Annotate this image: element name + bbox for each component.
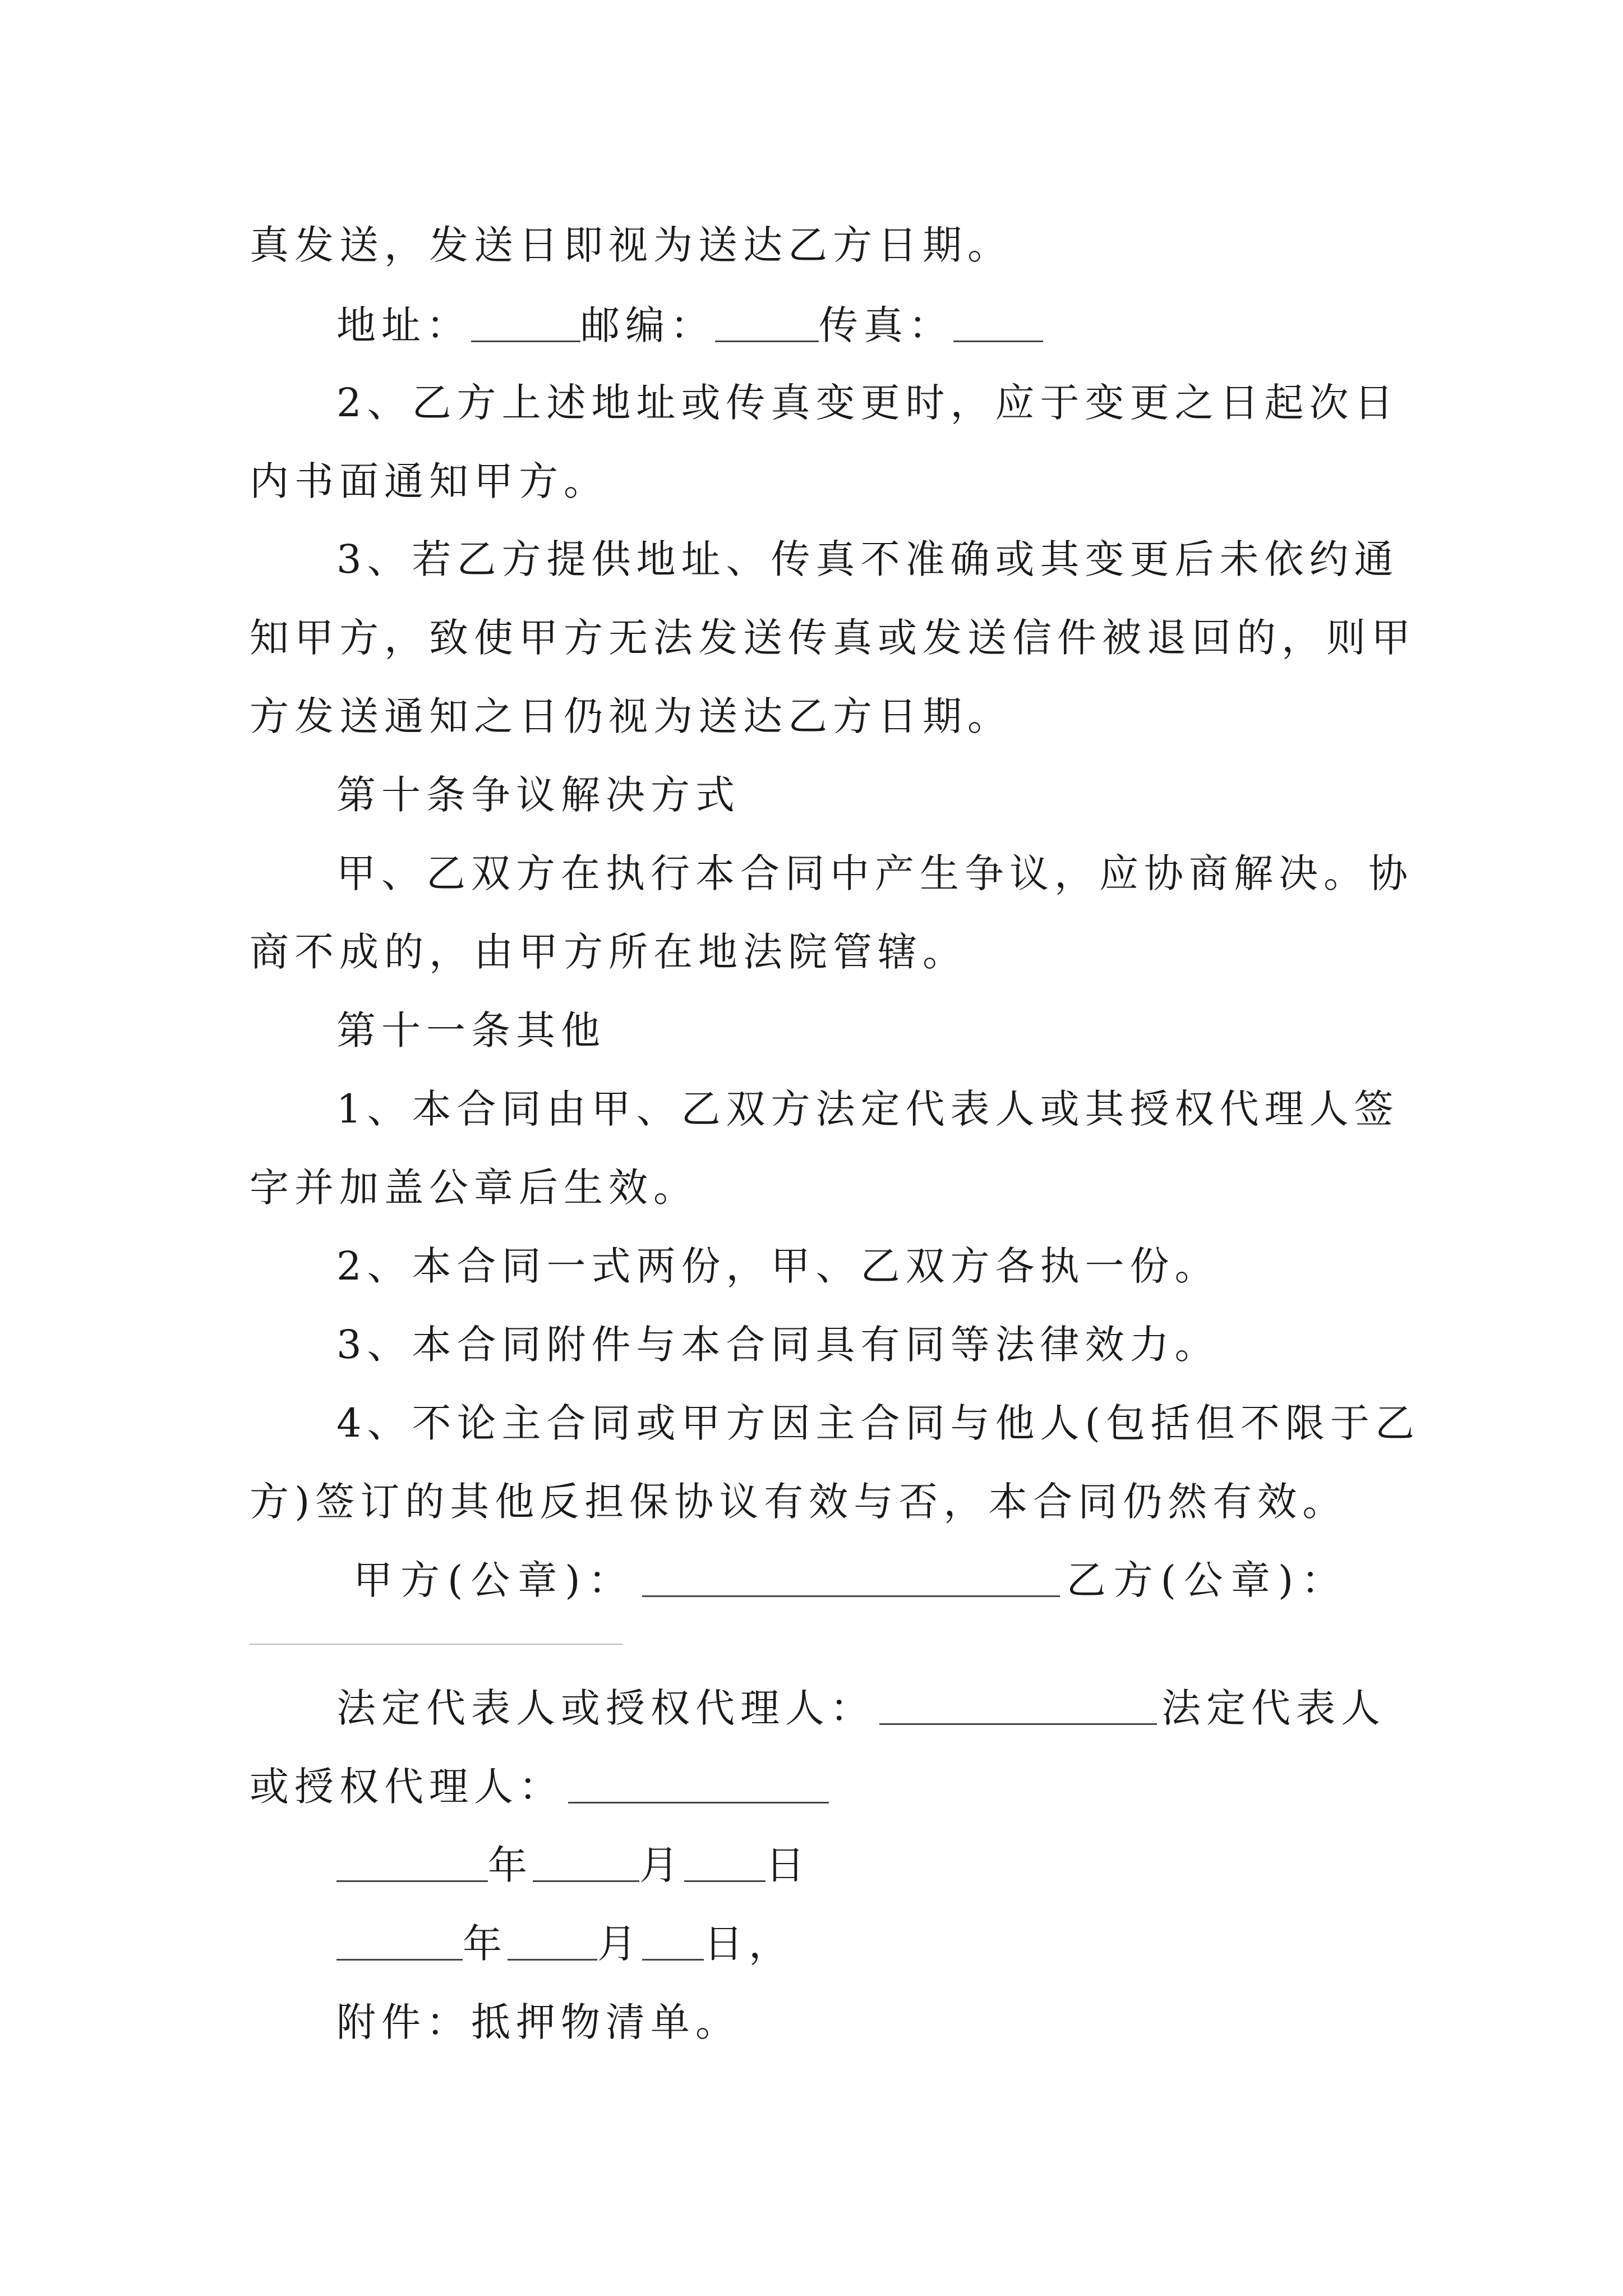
- representative-b-label-cont: 或授权代理人：: [250, 1764, 564, 1810]
- line-text: 4、不论主合同或甲方因主合同与他人(包括但不限于乙: [336, 1400, 1420, 1446]
- representative-a-blank: [879, 1723, 1157, 1725]
- representative-line: [336, 1685, 1386, 1731]
- party-seal-line: [353, 1557, 1349, 1603]
- fax-blank: [953, 341, 1043, 342]
- representative-a-label: 法定代表人或授权代理人：: [336, 1685, 875, 1731]
- month-blank-a: [533, 1880, 639, 1882]
- text-line: [336, 1086, 1399, 1132]
- text-line: [336, 850, 1413, 896]
- postcode-label: 邮编：: [580, 302, 715, 348]
- year-blank-b: [336, 1959, 463, 1961]
- text-line: [336, 536, 1399, 582]
- attachment-text: 附件：抵押物清单。: [336, 1999, 740, 2045]
- section-heading: [336, 1007, 606, 1053]
- year-label-a: 年: [488, 1842, 533, 1888]
- text-line: [250, 222, 1012, 268]
- text-line: [250, 929, 967, 975]
- postcode-blank: [715, 341, 819, 342]
- address-blank: [471, 341, 580, 342]
- party-a-seal-label: 甲方(公章)：: [353, 1557, 635, 1603]
- line-text: 真发送，发送日即视为送达乙方日期。: [250, 222, 1012, 268]
- line-text: 方)签订的其他反担保协议有效与否，本合同仍然有效。: [250, 1479, 1348, 1525]
- text-line: [336, 1322, 1220, 1368]
- day-label-b: 日，: [704, 1921, 794, 1967]
- heading-text: 第十一条其他: [336, 1007, 606, 1053]
- month-blank-b: [508, 1959, 597, 1961]
- attachment-line: [336, 1999, 740, 2045]
- text-line: [250, 1165, 698, 1211]
- representative-line-2: [250, 1764, 829, 1810]
- line-text: 3、若乙方提供地址、传真不准确或其变更后未依约通: [336, 536, 1399, 582]
- party-a-seal-blank: [642, 1595, 1060, 1597]
- year-blank-a: [336, 1880, 488, 1882]
- party-b-seal-blank: [250, 1644, 623, 1645]
- line-text: 字并加盖公章后生效。: [250, 1165, 698, 1211]
- text-line: [250, 1479, 1348, 1525]
- line-text: 甲、乙双方在执行本合同中产生争议，应协商解决。协: [336, 850, 1413, 896]
- day-blank-a: [684, 1880, 766, 1882]
- fax-label: 传真：: [819, 302, 953, 348]
- text-line: [250, 458, 608, 504]
- party-b-seal-label: 乙方(公章)：: [1066, 1557, 1349, 1603]
- line-text: 商不成的，由甲方所在地法院管辖。: [250, 929, 967, 975]
- date-line-b: [336, 1921, 794, 1967]
- line-text: 3、本合同附件与本合同具有同等法律效力。: [336, 1322, 1220, 1368]
- representative-b-label: 法定代表人: [1161, 1685, 1386, 1731]
- day-label-a: 日: [766, 1842, 810, 1888]
- text-line: [336, 380, 1399, 426]
- representative-b-blank: [568, 1802, 829, 1803]
- address-label: 地址：: [336, 302, 471, 348]
- line-text: 2、乙方上述地址或传真变更时，应于变更之日起次日: [336, 380, 1399, 426]
- line-text: 1、本合同由甲、乙双方法定代表人或其授权代理人签: [336, 1086, 1399, 1132]
- month-label-b: 月: [597, 1921, 642, 1967]
- text-line: [250, 693, 1012, 739]
- year-label-b: 年: [463, 1921, 508, 1967]
- month-label-a: 月: [639, 1842, 684, 1888]
- section-heading: [336, 772, 740, 818]
- date-line-a: [336, 1842, 810, 1888]
- day-blank-b: [642, 1959, 704, 1961]
- heading-text: 第十条争议解决方式: [336, 772, 740, 818]
- line-text: 2、本合同一式两份，甲、乙双方各执一份。: [336, 1243, 1220, 1289]
- line-text: 内书面通知甲方。: [250, 458, 608, 504]
- text-line: [336, 1243, 1220, 1289]
- address-line: [336, 302, 1043, 348]
- line-text: 方发送通知之日仍视为送达乙方日期。: [250, 693, 1012, 739]
- text-line: [250, 615, 1416, 661]
- line-text: 知甲方，致使甲方无法发送传真或发送信件被退回的，则甲: [250, 615, 1416, 661]
- text-line: [336, 1400, 1420, 1446]
